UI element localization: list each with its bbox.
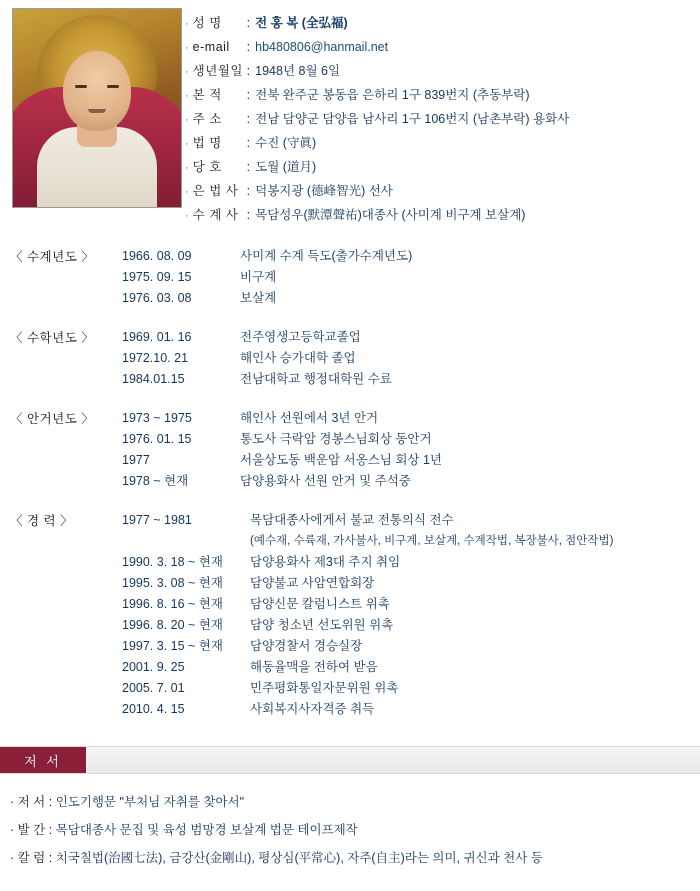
field-value-birthdate: 1948년 8월 6일 [255, 64, 341, 78]
section-body [122, 408, 700, 492]
book-value: 인도기행문 "부처님 자취를 찾아서" [55, 795, 245, 809]
field-value-origin: 전북 완주군 봉동읍 은하리 1구 839번지 (추동부락) [255, 88, 530, 102]
field-row-origin [185, 84, 700, 107]
row-desc: 사미계 수계 득도(출가수계년도) [240, 249, 413, 263]
field-value-address: 전남 담양군 담양읍 남사리 1구 106번지 (남촌부락) 용화사 [255, 112, 570, 126]
list-item [10, 788, 700, 816]
bullet-icon: · [185, 42, 189, 54]
book-label: · 저 서 : [10, 795, 53, 809]
books-list [0, 774, 700, 872]
field-colon: : [246, 208, 251, 222]
row-date: 1997. 3. 15 ~ 현재 [122, 639, 223, 653]
row-date: 2001. 9. 25 [122, 660, 185, 674]
book-value: 치국칠법(治國七法), 금강산(金剛山), 평상심(平常心), 자주(自主)라는 의미, 귀신과 천사 등 [55, 851, 543, 865]
row-date: 1976. 01. 15 [122, 432, 192, 446]
list-item [122, 429, 700, 450]
book-label: · 칼 럼 : [10, 851, 53, 865]
bullet-icon: · [185, 18, 189, 30]
field-label: 주 소 [192, 112, 222, 126]
row-date: 1975. 09. 15 [122, 270, 192, 284]
books-banner [0, 746, 700, 774]
row-desc: 서울상도동 백운암 서옹스님 회상 1년 [240, 453, 442, 467]
section-title: 〈 안거년도 〉 [10, 412, 95, 426]
row-desc: 담양신문 칼럼니스트 위촉 [250, 597, 390, 611]
field-row-dharma-name [185, 132, 700, 155]
list-item [122, 246, 700, 267]
field-value-title: 도월 (道月) [255, 160, 317, 174]
row-desc: 해인사 선원에서 3년 안거 [240, 411, 379, 425]
field-row-address [185, 108, 700, 131]
field-row-teacher [185, 180, 700, 203]
bullet-icon: · [185, 210, 189, 222]
books-banner-tag: 저 서 [0, 747, 86, 773]
list-item [122, 657, 700, 678]
list-item [122, 288, 700, 309]
row-desc: 목담대종사에게서 불교 전통의식 전수 [250, 513, 454, 527]
portrait-photo [12, 8, 182, 208]
row-date: 1978 ~ 현재 [122, 474, 189, 488]
field-colon: : [246, 112, 251, 126]
section-body [122, 246, 700, 309]
row-desc: 담양불교 사암연합회장 [250, 576, 375, 590]
list-item [122, 327, 700, 348]
row-date: 1995. 3. 08 ~ 현재 [122, 576, 223, 590]
field-row-name [185, 12, 700, 35]
row-desc: (예수재, 수륙재, 가사불사, 비구계, 보살계, 수계작법, 복장불사, 점안작법) [250, 535, 614, 547]
section-body [122, 327, 700, 390]
list-item [10, 816, 700, 844]
section-precept-years [0, 246, 700, 309]
row-desc: 담양경찰서 경승실장 [250, 639, 363, 653]
field-value-preceptor: 목담성우(默潭聲祐)대종사 (사미계 비구계 보살계) [255, 208, 526, 222]
field-row-preceptor [185, 204, 700, 227]
row-desc: 전남대학교 행정대학원 수료 [240, 372, 392, 386]
section-career [0, 510, 700, 720]
row-desc: 담양용화사 선원 안거 및 주석중 [240, 474, 411, 488]
row-date: 1996. 8. 20 ~ 현재 [122, 618, 223, 632]
book-label: · 발 간 : [10, 823, 53, 837]
row-desc: 담양 청소년 선도위원 위촉 [250, 618, 394, 632]
list-item [122, 594, 700, 615]
eye-right [107, 85, 119, 88]
row-desc: 통도사 극락암 경봉스님회상 동안거 [240, 432, 432, 446]
bullet-icon: · [185, 66, 189, 78]
field-value-teacher: 덕봉지광 (德峰智光) 선사 [255, 184, 393, 198]
row-date: 2005. 7. 01 [122, 681, 185, 695]
list-item [122, 471, 700, 492]
field-colon: : [246, 16, 251, 30]
row-date: 2010. 4. 15 [122, 702, 185, 716]
row-date [122, 531, 250, 552]
profile-fields [185, 8, 700, 228]
section-title: 〈 수계년도 〉 [10, 250, 95, 264]
field-colon: : [246, 64, 251, 78]
field-colon: : [246, 184, 251, 198]
field-label: 당 호 [192, 160, 222, 174]
row-date: 1969. 01. 16 [122, 330, 192, 344]
profile-section [0, 0, 700, 228]
field-colon: : [246, 40, 251, 54]
bullet-icon: · [185, 138, 189, 150]
row-date: 1996. 8. 16 ~ 현재 [122, 597, 223, 611]
field-label: e-mail [192, 40, 230, 54]
field-colon: : [246, 136, 251, 150]
list-item [122, 636, 700, 657]
row-desc: 보살계 [240, 291, 277, 305]
section-retreat-years [0, 408, 700, 492]
bullet-icon: · [185, 162, 189, 174]
row-date: 1990. 3. 18 ~ 현재 [122, 555, 223, 569]
field-row-birthdate [185, 60, 700, 83]
row-date: 1984.01.15 [122, 372, 185, 386]
row-desc: 사회복지사자격증 취득 [250, 702, 375, 716]
list-item [122, 267, 700, 288]
field-label: 수 계 사 [192, 208, 239, 222]
field-label: 생년월일 [192, 64, 243, 78]
mouth-shape [88, 109, 106, 113]
list-item [122, 699, 700, 720]
list-item [122, 348, 700, 369]
list-item [122, 450, 700, 471]
field-colon: : [246, 160, 251, 174]
row-desc: 해동율맥을 전하여 받음 [250, 660, 378, 674]
field-row-title [185, 156, 700, 179]
list-item [122, 408, 700, 429]
list-item [122, 552, 700, 573]
row-desc: 해인사 승가대학 졸업 [240, 351, 356, 365]
eye-left [75, 85, 87, 88]
list-item [122, 573, 700, 594]
list-item [122, 369, 700, 390]
section-title: 〈 경 력 〉 [10, 514, 74, 528]
field-value-name: 전 홍 복 (全弘福) [255, 16, 348, 30]
section-body [122, 510, 700, 720]
row-date: 1976. 03. 08 [122, 291, 192, 305]
list-item [122, 678, 700, 699]
book-value: 목담대종사 문집 및 육성 범망경 보살계 법문 테이프제작 [55, 823, 358, 837]
list-item-note [122, 531, 700, 552]
field-colon: : [246, 88, 251, 102]
field-label: 법 명 [192, 136, 222, 150]
row-date: 1966. 08. 09 [122, 249, 192, 263]
field-row-email [185, 36, 700, 59]
section-title: 〈 수학년도 〉 [10, 331, 95, 345]
head-shape [63, 51, 131, 131]
books-banner-fill [86, 747, 700, 773]
bullet-icon: · [185, 90, 189, 102]
field-label: 은 법 사 [192, 184, 239, 198]
bullet-icon: · [185, 114, 189, 126]
row-date: 1973 ~ 1975 [122, 411, 192, 425]
field-value-email[interactable]: hb480806@hanmail.net [255, 40, 389, 54]
field-value-dharma-name: 수진 (守眞) [255, 136, 317, 150]
row-date: 1972.10. 21 [122, 351, 189, 365]
list-item [10, 844, 700, 872]
field-label: 성 명 [192, 16, 222, 30]
bullet-icon: · [185, 186, 189, 198]
section-education-years [0, 327, 700, 390]
row-desc: 담양용화사 제3대 주지 취임 [250, 555, 401, 569]
field-label: 본 적 [192, 88, 222, 102]
list-item [122, 615, 700, 636]
row-date: 1977 [122, 453, 150, 467]
row-desc: 전주영생고등학교졸업 [240, 330, 361, 344]
list-item [122, 510, 700, 531]
photo-container [0, 8, 185, 208]
row-desc: 비구계 [240, 270, 277, 284]
row-date: 1977 ~ 1981 [122, 513, 192, 527]
row-desc: 민주평화통일자문위원 위촉 [250, 681, 399, 695]
